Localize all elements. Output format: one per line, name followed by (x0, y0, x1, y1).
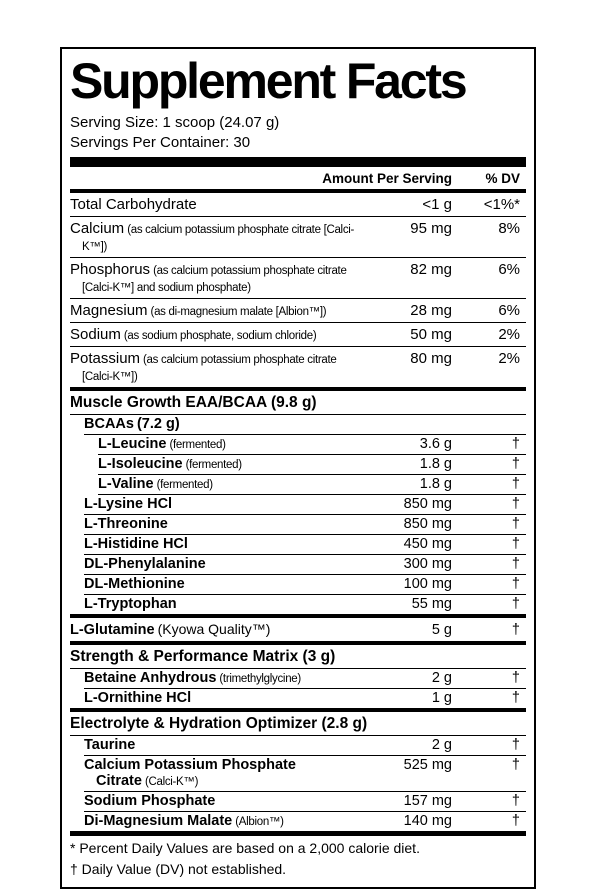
nutrient-name: Calcium (70, 219, 125, 237)
dv-value: † (511, 757, 520, 774)
amount-value: 2 g (431, 670, 452, 687)
table-row (84, 495, 526, 515)
amount-value: 55 mg (411, 596, 452, 613)
ingredient-note: (fermented) (156, 479, 213, 492)
dv-value: † (511, 516, 520, 533)
table-row (84, 756, 526, 792)
ingredient-name: L-Isoleucine (98, 456, 183, 473)
section-header (70, 712, 526, 736)
amount-value: 50 mg (410, 325, 452, 343)
dv-value: <1%* (483, 195, 520, 213)
serving-size: Serving Size: 1 scoop (24.07 g) (70, 114, 280, 131)
dv-value: 8% (498, 219, 520, 237)
column-header-amount: Amount Per Serving (322, 170, 452, 186)
amount-value: 1.8 g (419, 476, 452, 493)
table-row (70, 618, 526, 641)
ingredient-note: (trimethylglycine) (219, 673, 301, 686)
amount-value: 850 mg (403, 516, 452, 533)
table-row (84, 736, 526, 756)
amount-value: 28 mg (410, 301, 452, 319)
ingredient-name: L-Leucine (98, 436, 167, 453)
table-row (70, 299, 526, 323)
dv-value: † (511, 690, 520, 707)
section-title: Strength & Performance Matrix (3 g) (70, 647, 336, 665)
nutrient-note: (as calcium potassium phosphate citrate [Calci-K™] and sodium phosphate) (82, 264, 347, 294)
table-row (84, 555, 526, 575)
amount-value: 82 mg (410, 260, 452, 278)
ingredient-name: DL-Methionine (84, 576, 185, 593)
column-header-dv: % DV (485, 170, 520, 186)
dv-value: † (511, 621, 520, 638)
supplement-facts-panel (60, 47, 536, 889)
footnote-dagger: † Daily Value (DV) not established. (70, 861, 287, 878)
ingredient-name: Calcium Potassium Phosphate Citrate (84, 757, 296, 790)
table-row (84, 415, 526, 435)
amount-value: <1 g (422, 195, 452, 213)
nutrient-name: Total Carbohydrate (70, 195, 197, 213)
amount-value: 850 mg (403, 496, 452, 513)
amount-value: 100 mg (403, 576, 452, 593)
dv-value: † (511, 670, 520, 687)
amount-value: 95 mg (410, 219, 452, 237)
table-row (98, 435, 526, 455)
dv-value: † (511, 436, 520, 453)
ingredient-name: L-Valine (98, 476, 154, 493)
table-row (84, 669, 526, 689)
amount-value: 5 g (431, 621, 452, 638)
ingredient-name: L-Lysine HCl (84, 496, 173, 513)
dv-value: † (511, 737, 520, 754)
divider-footnote (70, 831, 526, 836)
ingredient-name: L-Tryptophan (84, 596, 177, 613)
amount-value: 80 mg (410, 349, 452, 367)
nutrient-name: Sodium (70, 325, 121, 343)
section-title: Muscle Growth EAA/BCAA (9.8 g) (70, 393, 317, 411)
amount-value: 157 mg (403, 793, 452, 810)
panel-title: Supplement Facts (70, 53, 466, 109)
dv-value: † (511, 556, 520, 573)
ingredient-name: L-Threonine (84, 516, 168, 533)
section-header (70, 645, 526, 669)
nutrient-name: Magnesium (70, 301, 148, 319)
ingredient-name: L-Histidine HCl (84, 536, 188, 553)
ingredient-note: (fermented) (169, 439, 226, 452)
table-row (84, 595, 526, 614)
servings-per-container: Servings Per Container: 30 (70, 133, 251, 151)
nutrient-note: (as calcium potassium phosphate citrate [Calci-K™]) (82, 223, 355, 253)
dv-value: 6% (498, 301, 520, 319)
table-row (70, 258, 526, 299)
ingredient-name: Di-Magnesium Malate (84, 813, 233, 830)
table-row (84, 812, 526, 831)
table-row (98, 475, 526, 495)
amount-value: 140 mg (403, 813, 452, 830)
ingredient-name: DL-Phenylalanine (84, 556, 206, 573)
footnote-dv: * Percent Daily Values are based on a 2,000 calorie diet. (70, 839, 420, 856)
dv-value: † (511, 596, 520, 613)
table-row (84, 792, 526, 812)
amount-value: 1 g (431, 690, 452, 707)
amount-value: 3.6 g (419, 436, 452, 453)
amount-value: 1.8 g (419, 456, 452, 473)
table-row (84, 535, 526, 555)
ingredient-name: BCAAs (84, 416, 134, 433)
dv-value: † (511, 476, 520, 493)
table-row (98, 455, 526, 475)
amount-value: 450 mg (403, 536, 452, 553)
dv-value: † (511, 496, 520, 513)
dv-value: † (511, 536, 520, 553)
dv-value: † (511, 793, 520, 810)
amount-value: 300 mg (403, 556, 452, 573)
amount-value: 2 g (431, 737, 452, 754)
dv-value: † (511, 456, 520, 473)
table-row (70, 347, 526, 387)
dv-value: † (511, 576, 520, 593)
table-row (84, 575, 526, 595)
table-row (70, 323, 526, 347)
section-title: Electrolyte & Hydration Optimizer (2.8 g) (70, 714, 368, 732)
table-row (70, 217, 526, 258)
ingredient-note: (fermented) (185, 459, 242, 472)
nutrient-note: (as sodium phosphate, sodium chloride) (123, 329, 317, 342)
column-header-row (70, 167, 526, 189)
table-row (84, 515, 526, 535)
dv-value: 2% (498, 349, 520, 367)
ingredient-note: (Albion™) (235, 816, 284, 829)
nutrient-note: (as calcium potassium phosphate citrate [Calci-K™]) (82, 353, 337, 383)
nutrient-note: (as di-magnesium malate [Albion™]) (150, 305, 327, 318)
table-row (84, 689, 526, 708)
ingredient-name: Sodium Phosphate (84, 793, 216, 810)
dv-value: 2% (498, 325, 520, 343)
amount-value: 525 mg (403, 757, 452, 774)
dv-value: 6% (498, 260, 520, 278)
ingredient-note: (Kyowa Quality™) (157, 620, 271, 637)
ingredient-note: (Calci-K™) (144, 776, 199, 789)
ingredient-name: Betaine Anhydrous (84, 670, 217, 687)
nutrient-name: Phosphorus (70, 260, 151, 278)
table-row (70, 193, 526, 217)
nutrient-name: Potassium (70, 349, 141, 367)
ingredient-note: (7.2 g) (136, 416, 180, 433)
ingredient-name: Taurine (84, 737, 136, 754)
divider-thick (70, 157, 526, 167)
ingredient-name: L-Glutamine (70, 621, 155, 638)
dv-value: † (511, 813, 520, 830)
section-header (70, 391, 526, 415)
ingredient-name: L-Ornithine HCl (84, 690, 192, 707)
